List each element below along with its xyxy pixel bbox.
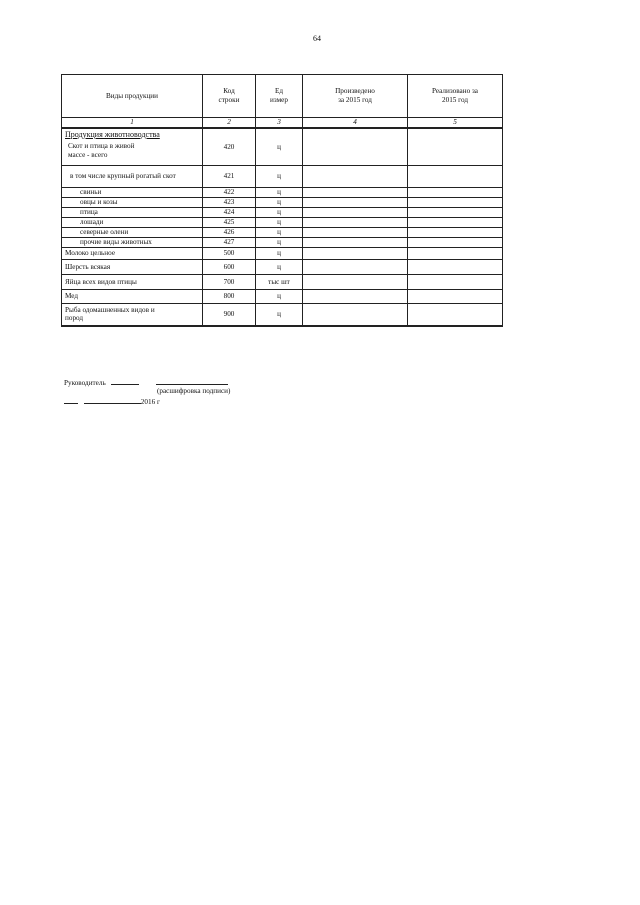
- table-row: [62, 248, 503, 260]
- produced-cell[interactable]: [303, 290, 408, 304]
- date-month-line[interactable]: [84, 396, 141, 404]
- row-code: 700: [203, 275, 256, 290]
- row-name: Шерсть всякая: [62, 260, 203, 275]
- produced-cell[interactable]: [303, 275, 408, 290]
- sold-cell[interactable]: [408, 128, 503, 166]
- produced-cell[interactable]: [303, 218, 408, 228]
- row-code: 425: [203, 218, 256, 228]
- column-number-row: [62, 118, 503, 128]
- sold-cell[interactable]: [408, 188, 503, 198]
- row-code: 427: [203, 238, 256, 248]
- row-code: 900: [203, 304, 256, 326]
- produced-cell[interactable]: [303, 198, 408, 208]
- row-name: Рыба одомашненных видов и пород: [62, 304, 203, 326]
- sold-cell[interactable]: [408, 290, 503, 304]
- table-row: [62, 218, 503, 228]
- produced-cell[interactable]: [303, 188, 408, 198]
- produced-cell[interactable]: [303, 128, 408, 166]
- table-row: [62, 238, 503, 248]
- row-unit: тыс шт: [256, 275, 303, 290]
- signature-name-line[interactable]: [156, 377, 228, 385]
- row-unit: ц: [256, 228, 303, 238]
- sold-cell[interactable]: [408, 166, 503, 188]
- sold-cell[interactable]: [408, 208, 503, 218]
- row-code: 420: [203, 128, 256, 166]
- header-code: Код строки: [203, 75, 256, 118]
- column-number: 5: [408, 118, 503, 128]
- produced-cell[interactable]: [303, 208, 408, 218]
- sold-cell[interactable]: [408, 228, 503, 238]
- row-name: прочие виды животных: [62, 238, 203, 248]
- table-row: [62, 188, 503, 198]
- head-label: Руководитель: [64, 379, 106, 387]
- signature-line[interactable]: [111, 377, 139, 385]
- produced-cell[interactable]: [303, 248, 408, 260]
- column-number: 4: [303, 118, 408, 128]
- row-unit: ц: [256, 128, 303, 166]
- table-header-row: [62, 75, 503, 118]
- produced-cell[interactable]: [303, 228, 408, 238]
- row-unit: ц: [256, 290, 303, 304]
- signature-block: [64, 377, 228, 387]
- produced-cell[interactable]: [303, 166, 408, 188]
- row-code: 800: [203, 290, 256, 304]
- produced-cell[interactable]: [303, 304, 408, 326]
- row-name: Мед: [62, 290, 203, 304]
- table-row: [62, 304, 503, 326]
- row-unit: ц: [256, 218, 303, 228]
- livestock-production-table: [61, 74, 503, 327]
- row-name: Молоко цельное: [62, 248, 203, 260]
- row-name: Продукция животноводства Скот и птица в живой масcе - всего: [62, 128, 203, 166]
- row-name: птица: [62, 208, 203, 218]
- column-number: 2: [203, 118, 256, 128]
- sold-cell[interactable]: [408, 218, 503, 228]
- table-row: [62, 128, 503, 166]
- sold-cell[interactable]: [408, 248, 503, 260]
- produced-cell[interactable]: [303, 260, 408, 275]
- row-code: 421: [203, 166, 256, 188]
- row-name: свиньи: [62, 188, 203, 198]
- header-produced: Произведено за 2015 год: [303, 75, 408, 118]
- table-row: [62, 290, 503, 304]
- row-name: в том числе крупный рогатый скот: [62, 166, 203, 188]
- date-block: [64, 396, 160, 406]
- signature-hint: (расшифровка подписи): [157, 387, 231, 395]
- date-day-line[interactable]: [64, 396, 78, 404]
- row-unit: ц: [256, 208, 303, 218]
- table-row: [62, 275, 503, 290]
- row-unit: ц: [256, 198, 303, 208]
- sold-cell[interactable]: [408, 238, 503, 248]
- sold-cell[interactable]: [408, 260, 503, 275]
- header-sold: Реализовано за 2015 год: [408, 75, 503, 118]
- row-code: 422: [203, 188, 256, 198]
- header-product: Виды продукции: [62, 75, 203, 118]
- produced-cell[interactable]: [303, 238, 408, 248]
- row-code: 426: [203, 228, 256, 238]
- row-unit: ц: [256, 238, 303, 248]
- column-number: 1: [62, 118, 203, 128]
- sold-cell[interactable]: [408, 304, 503, 326]
- row-unit: ц: [256, 166, 303, 188]
- header-unit: Ед измер: [256, 75, 303, 118]
- row-code: 500: [203, 248, 256, 260]
- row-unit: ц: [256, 260, 303, 275]
- sold-cell[interactable]: [408, 275, 503, 290]
- table-row: [62, 260, 503, 275]
- row-unit: ц: [256, 304, 303, 326]
- row-name: северные олени: [62, 228, 203, 238]
- section-title: Продукция животноводства: [65, 129, 160, 139]
- row-unit: ц: [256, 248, 303, 260]
- column-number: 3: [256, 118, 303, 128]
- table-row: [62, 198, 503, 208]
- row-code: 600: [203, 260, 256, 275]
- row-code: 423: [203, 198, 256, 208]
- row-code: 424: [203, 208, 256, 218]
- row-unit: ц: [256, 188, 303, 198]
- page-number: 64: [313, 34, 321, 43]
- date-year: 2016 г: [140, 398, 160, 406]
- table-row: [62, 166, 503, 188]
- row-name: овцы и козы: [62, 198, 203, 208]
- row-name: Яйца всех видов птицы: [62, 275, 203, 290]
- table-row: [62, 208, 503, 218]
- table-row: [62, 228, 503, 238]
- row-name: лошади: [62, 218, 203, 228]
- sold-cell[interactable]: [408, 198, 503, 208]
